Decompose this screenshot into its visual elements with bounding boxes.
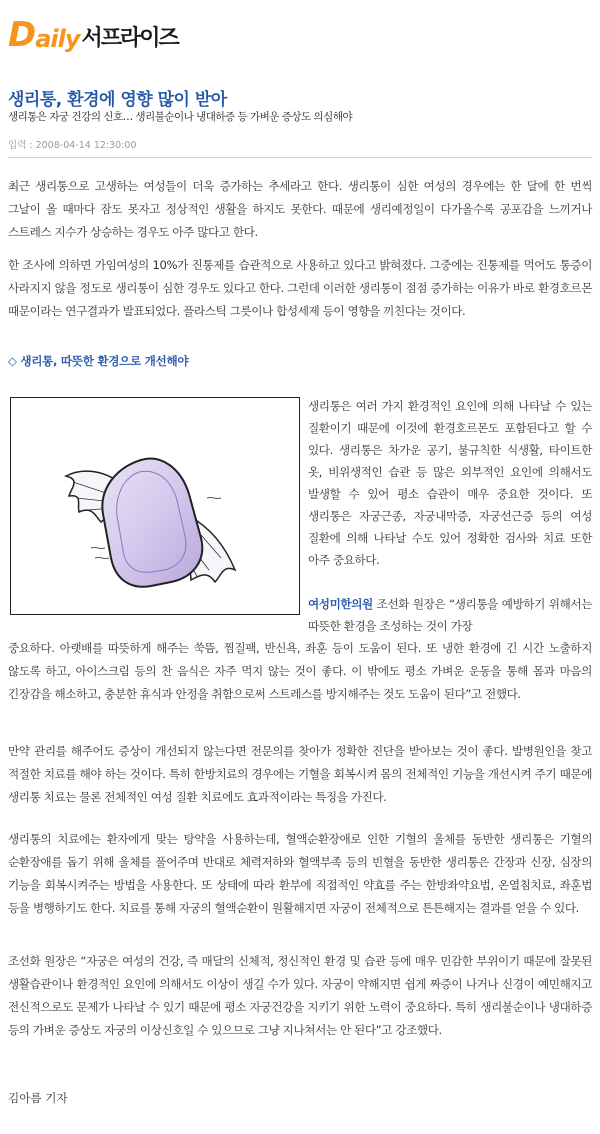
logo-aily: aily	[35, 25, 80, 53]
article-subtitle: 생리통은 자궁 건강의 신호… 생리불순이나 냉대하증 등 가벼운 증상도 의심해야	[8, 111, 353, 123]
paragraph-4-intro	[308, 593, 592, 637]
paragraph-4: 중요하다. 아랫배를 따뜻하게 해주는 쑥뜸, 찜질팩, 반신욕, 좌훈 등이 도움이 된다. 또 냉한 환경에 긴 시간 노출하지 않도록 하고, 아이스크림 등의 찬 음식은 자주 먹지 않는 것이 좋다. 이 밖에도 평소 가벼운 운동을 통해 몸과 마음의 긴장감을 해소하고, 충분한 휴식과 안정을 취함으로써 스트레스를 방지해주는 것도 도움이 된다”고 전했다.	[8, 641, 592, 701]
byline: 김아름 기자	[8, 1091, 68, 1105]
paragraph-4-first-lines: 조선화 원장은 “생리통을 예방하기 위해서는 따뜻한 환경을 조성하는 것이 가장	[308, 597, 592, 633]
paragraph-7: 조선화 원장은 “자궁은 여성의 건강, 즉 매달의 신체적, 정신적인 환경 및 습관 등에 매우 민감한 부위이기 때문에 잘못된 생활습관이나 환경적인 요인에 의해서도 이상이 생길 수가 있다. 자궁이 약해지면 쉽게 짜증이 나거나 신경이 예민해지고 전신적으로도 문제가 나타날 수 있기 때문에 평소 자궁건강을 지키기 위한 노력이 중요하다. 특히 생리불순이나 냉대하증 등의 가벼운 증상도 자궁의 이상신호일 수 있으므로 그냥 지나쳐서는 안 된다”고 강조했다.	[8, 954, 592, 1037]
paragraph-6: 생리통의 치료에는 환자에게 맞는 탕약을 사용하는데, 혈액순환장애로 인한 기혈의 울체를 동반한 생리통은 기혈의 순환장애를 돕기 위해 울체를 풀어주며 반대로 체력저하와 혈액부족 등의 빈혈을 동반한 생리통은 간장과 신장, 심장의 기능을 회복시켜주는 방법을 사용한다. 또 상태에 따라 환부에 직접적인 약효를 주는 한방좌약요법, 온열침치료, 좌훈법 등을 병행하기도 한다. 치료를 통해 자궁의 혈액순환이 원활해지면 자궁이 전체적으로 튼튼해지는 결과를 얻을 수 있다.	[8, 832, 592, 915]
paragraph-1: 최근 생리통으로 고생하는 여성들이 더욱 증가하는 추세라고 한다. 생리통이 심한 여성의 경우에는 한 달에 한 번씩 그날이 올 때마다 잠도 못자고 정상적인 생활을 하지도 못한다. 때문에 생리예정일이 다가올수록 공포감을 느끼거나 스트레스 지수가 상승하는 경우도 아주 많다고 한다.	[8, 179, 592, 239]
divider	[8, 157, 592, 158]
winged-sanitary-pad-illustration	[11, 398, 299, 614]
hospital-name: 여성미한의원	[308, 597, 373, 611]
article-image	[10, 397, 300, 615]
logo-d: D	[8, 15, 36, 55]
article-date: 입력 : 2008-04-14 12:30:00	[8, 140, 137, 151]
paragraph-3: 생리통은 여러 가지 환경적인 요인에 의해 나타날 수 있는 질환이기 때문에 이것에 환경호르몬도 포함된다고 할 수 있다. 생리통은 차가운 공기, 불규칙한 식생활, 타이트한 옷, 비위생적인 습관 등 많은 외부적인 요인에 의해서도 발생할 수 있어 평소 습관이 매우 중요한 것이다. 또 생리통은 자궁근종, 자궁내막증, 자궁선근증 등의 여성 질환에 의해 나타날 수도 있어 정확한 검사와 치료 또한 아주 중요하다.	[308, 399, 592, 567]
paragraph-2: 한 조사에 의하면 가임여성의 10%가 진통제를 습관적으로 사용하고 있다고 밝혀졌다. 그중에는 진통제를 먹어도 통증이 사라지지 않을 정도로 생리통이 심한 경우도 있다고 한다. 그런데 이러한 생리통이 점점 증가하는 이유가 바로 환경호르몬 때문이라는 연구결과가 발표되었다. 플라스틱 그릇이나 합성세제 등이 영향을 끼친다는 것이다.	[8, 258, 592, 318]
site-logo[interactable]	[8, 12, 178, 55]
logo-korean: 서프라이즈	[81, 26, 178, 51]
article-title: 생리통, 환경에 영향 많이 받아	[8, 90, 227, 110]
paragraph-5: 만약 관리를 해주어도 증상이 개선되지 않는다면 전문의를 찾아가 정확한 진단을 받아보는 것이 좋다. 발병원인을 찾고 적절한 치료를 해야 하는 것이다. 특히 한방치료의 경우에는 기혈을 회복시켜 몸의 전체적인 기능을 개선시켜 주기 때문에 생리통 치료는 물론 전체적인 여성 질환 치료에도 효과적이라는 특징을 가진다.	[8, 744, 592, 804]
section-heading: ◇ 생리통, 따뜻한 환경으로 개선해야	[8, 354, 189, 368]
